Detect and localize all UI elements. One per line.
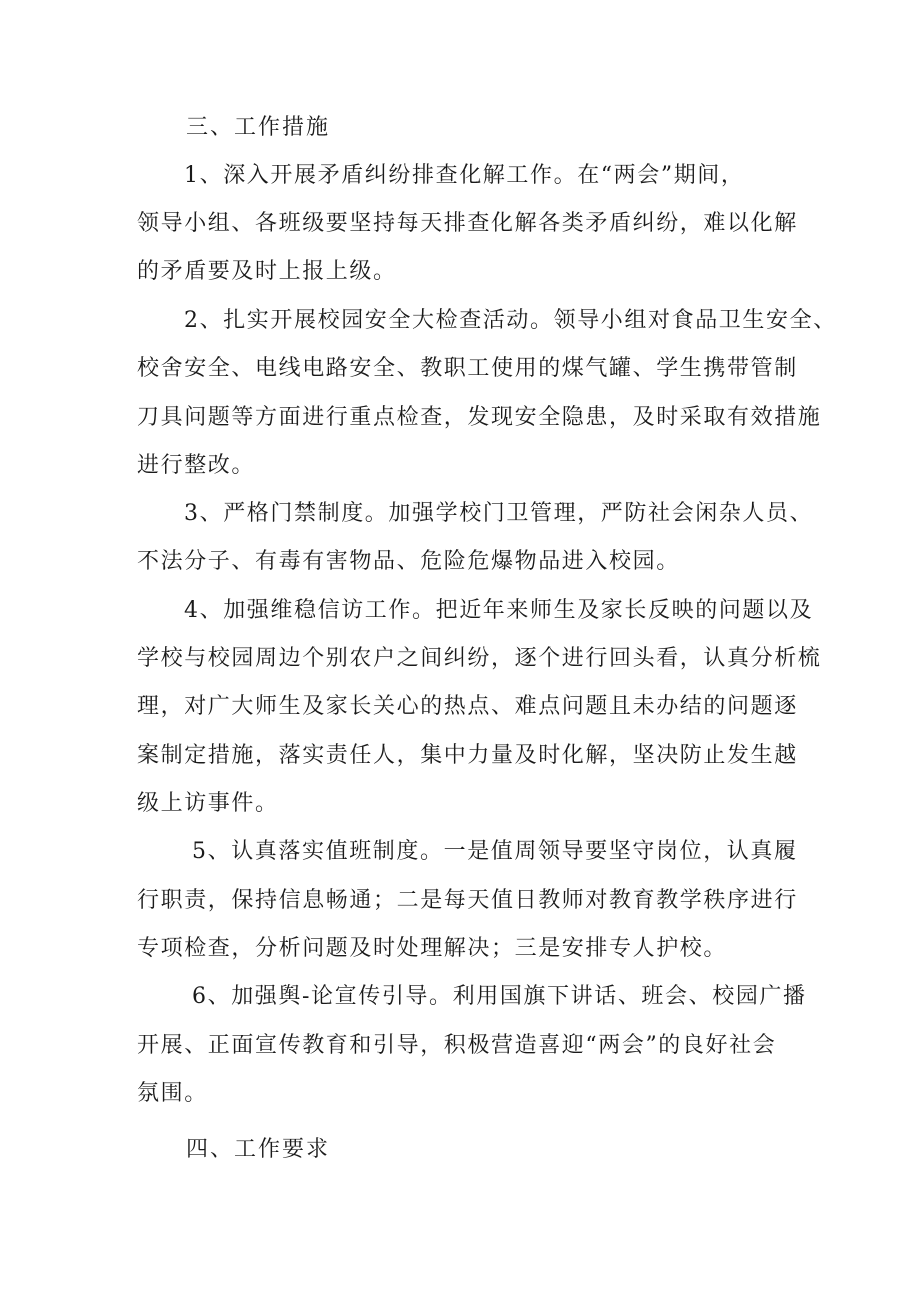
- paragraph-4-line-3: 理，对广大师生及家长关心的热点、难点问题且未办结的问题逐: [137, 694, 798, 719]
- paragraph-2-line-1: 2、扎实开展校园安全大检查活动。领导小组对食品卫生安全、: [184, 308, 837, 333]
- paragraph-4-line-5: 级上访事件。: [137, 791, 279, 816]
- paragraph-1-line-1: 1、深入开展矛盾纠纷排查化解工作。在“两会”期间，: [184, 163, 745, 188]
- paragraph-1-line-3: 的矛盾要及时上报上级。: [137, 259, 397, 284]
- paragraph-4-line-1: 4、加强维稳信访工作。把近年来师生及家长反映的问题以及: [184, 598, 814, 623]
- section-heading-3: 三、工作措施: [186, 115, 331, 140]
- paragraph-5-line-1: 5、认真落实值班制度。一是值周领导要坚守岗位，认真履: [192, 839, 798, 864]
- paragraph-6-line-1: 6、加强舆-论宣传引导。利用国旗下讲话、班会、校园广播: [192, 984, 807, 1009]
- paragraph-4-line-2: 学校与校园周边个别农户之间纠纷，逐个进行回头看，认真分析梳: [137, 646, 822, 671]
- paragraph-2-line-3: 刀具问题等方面进行重点检查，发现安全隐患，及时采取有效措施: [137, 405, 822, 430]
- paragraph-2-line-2: 校舍安全、电线电路安全、教职工使用的煤气罐、学生携带管制: [137, 356, 798, 381]
- paragraph-3-line-2: 不法分子、有毒有害物品、危险危爆物品进入校园。: [137, 549, 680, 574]
- paragraph-3-line-1: 3、严格门禁制度。加强学校门卫管理，严防社会闲杂人员、: [184, 501, 814, 526]
- paragraph-6-line-3: 氛围。: [137, 1081, 208, 1106]
- section-heading-4: 四、工作要求: [186, 1137, 331, 1162]
- paragraph-1-line-2: 领导小组、各班级要坚持每天排查化解各类矛盾纠纷，难以化解: [137, 211, 798, 236]
- paragraph-5-line-2: 行职责，保持信息畅通；二是每天值日教师对教育教学秩序进行: [137, 888, 798, 913]
- paragraph-4-line-4: 案制定措施，落实责任人，集中力量及时化解，坚决防止发生越: [137, 743, 798, 768]
- paragraph-2-line-4: 进行整改。: [137, 453, 256, 478]
- paragraph-5-line-3: 专项检查，分析问题及时处理解决；三是安排专人护校。: [137, 936, 728, 961]
- paragraph-6-line-2: 开展、正面宣传教育和引导，积极营造喜迎“两会”的良好社会: [137, 1033, 777, 1058]
